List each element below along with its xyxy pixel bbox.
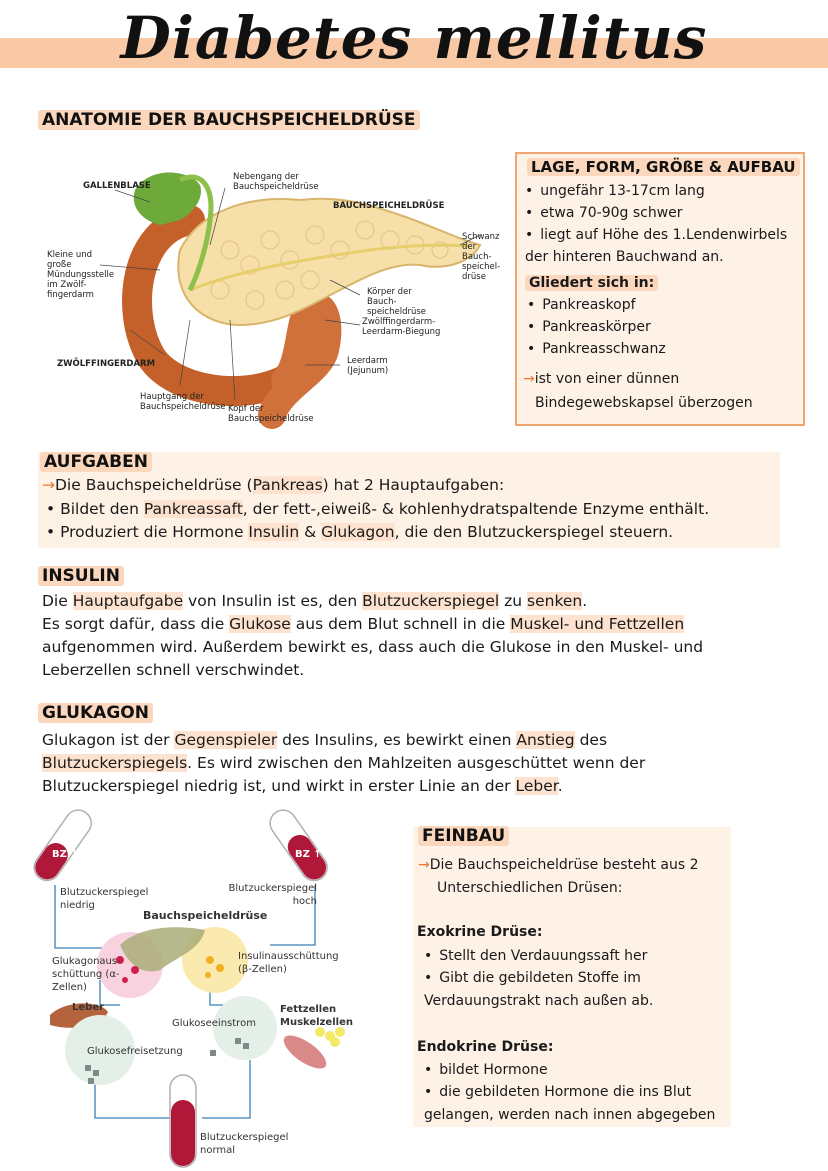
- label-normal: Blutzuckerspiegel normal: [200, 1132, 289, 1156]
- anatomy-heading: ANATOMIE DER BAUCHSPEICHELDRÜSE: [38, 110, 420, 130]
- endo-list: [424, 1059, 691, 1103]
- glukagon-heading: GLUKAGON: [38, 703, 153, 723]
- label-muskelzellen: Muskelzellen: [280, 1017, 353, 1028]
- feinbau-intro-2: Unterschiedlichen Drüsen:: [437, 880, 623, 896]
- parts-list: [527, 294, 803, 360]
- label-niedrig: Blutzuckerspiegel niedrig: [60, 887, 149, 911]
- exo-heading: Exokrine Drüse:: [417, 924, 543, 940]
- lage-list: [525, 180, 803, 246]
- label-gallenblase: GALLENBLASE: [83, 181, 151, 191]
- list-item: • ungefähr 13-17cm lang: [525, 180, 803, 202]
- bz-up-label: BZ ↑: [295, 849, 322, 860]
- feinbau-intro: →Die Bauchspeicheldrüse besteht aus 2: [418, 857, 699, 873]
- page-title: Diabetes mellitus: [120, 4, 708, 72]
- label-leerdarm: Leerdarm (Jejunum): [347, 356, 389, 376]
- arrow-icon: →: [418, 857, 430, 873]
- aufgaben-heading: AUFGABEN: [40, 452, 152, 472]
- endo-continuation: gelangen, werden nach innen abgegeben: [424, 1107, 716, 1123]
- gliedert-label: Gliedert sich in:: [525, 272, 803, 294]
- list-item: • liegt auf Höhe des 1.Lendenwirbels: [525, 224, 803, 246]
- glukagon-text: Glukagon ist der Gegenspieler des Insulins, es bewirkt einen Anstieg des Blutzuckerspiegels. Es wird zwischen den Mahlzeiten ausgeschüttet wenn der Blutzuckerspiegel niedrig ist, und wirkt in erster Linie an der Leber.: [42, 731, 646, 795]
- kapsel-note: →ist von einer dünnen: [523, 371, 680, 387]
- list-item: • Gibt die gebildeten Stoffe im: [424, 967, 647, 989]
- label-schwanz: Schwanz der Bauch-speichel-drüse: [462, 232, 501, 282]
- lage-continuation: der hinteren Bauchwand an.: [525, 249, 724, 265]
- lage-box: [515, 152, 805, 426]
- label-biegung: Zwölffingerdarm-Leerdarm-Biegung: [362, 317, 441, 337]
- test-tube-low: [30, 805, 96, 885]
- label-nebengang: Nebengang der Bauchspeicheldrüse: [233, 172, 319, 192]
- insulin-text: Die Hauptaufgabe von Insulin ist es, den Blutzuckerspiegel zu senken. Es sorgt dafür, dass die Glukose aus dem Blut schnell in die Muskel- und Fettzellen aufgenommen wird. Außerdem bewirkt es, dass auch die Glukose in den Muskel- und Leberzellen schnell verschwindet.: [42, 592, 704, 679]
- aufgaben-intro: →Die Bauchspeicheldrüse (Pankreas) hat 2 Hauptaufgaben:: [42, 476, 505, 494]
- insulin-heading: INSULIN: [38, 566, 124, 586]
- label-fettzellen: Fettzellen: [280, 1004, 337, 1015]
- label-muendung: Kleine und große Mündungsstelle im Zwölf-fingerdarm: [47, 250, 115, 300]
- exo-continuation: Verdauungstrakt nach außen ab.: [424, 993, 654, 1009]
- endo-heading: Endokrine Drüse:: [417, 1039, 554, 1055]
- feinbau-heading: FEINBAU: [418, 826, 509, 846]
- label-hauptgang: Hauptgang der Bauchspeicheldrüse: [140, 392, 226, 412]
- muscle-shape: [279, 1029, 331, 1074]
- list-item: • bildet Hormone: [424, 1059, 691, 1081]
- list-item: • Stellt den Verdauungssaft her: [424, 945, 647, 967]
- list-item: • Pankreasschwanz: [527, 338, 803, 360]
- kapsel-note-2: Bindegewebskapsel überzogen: [535, 395, 753, 411]
- label-insulinausschuettung: Insulinausschüttung (β-Zellen): [238, 951, 339, 975]
- label-glukosefreisetzung: Glukosefreisetzung: [87, 1046, 183, 1057]
- label-leber: Leber: [72, 1002, 105, 1013]
- lage-heading: LAGE, FORM, GRÖßE & AUFBAU: [527, 158, 803, 176]
- label-hoch: Blutzuckerspiegel hoch: [228, 883, 317, 907]
- test-tube-high: [265, 805, 332, 885]
- label-koerper: Körper der Bauch-speicheldrüse: [367, 287, 427, 317]
- exo-list: [424, 945, 647, 989]
- label-zwoelffingerdarm: ZWÖLFFINGERDARM: [57, 359, 156, 369]
- aufgaben-item-2: • Produziert die Hormone Insulin & Glukagon, die den Blutzuckerspiegel steuern.: [46, 523, 674, 541]
- list-item: • Pankreaskopf: [527, 294, 803, 316]
- label-glukagonausschuettung: Glukagonaus-schüttung (α-Zellen): [52, 956, 121, 993]
- jejunum-shape: [272, 306, 327, 415]
- test-tube-normal: [170, 1075, 196, 1167]
- label-glukoseeinstrom: Glukoseeinstrom: [172, 1018, 256, 1029]
- label-bauchspeicheldruese: BAUCHSPEICHELDRÜSE: [333, 201, 445, 211]
- list-item: • die gebildeten Hormone die ins Blut: [424, 1081, 691, 1103]
- label-bauchspeicheldruese-diagram: Bauchspeicheldrüse: [143, 909, 268, 922]
- list-item: • Pankreaskörper: [527, 316, 803, 338]
- label-kopf: Kopf der Bauchspeicheldrüse: [228, 404, 314, 424]
- aufgaben-item-1: • Bildet den Pankreassaft, der fett-,eiweiß- & kohlenhydratspaltende Enzyme enthält.: [46, 500, 710, 518]
- list-item: • etwa 70-90g schwer: [525, 202, 803, 224]
- bz-down-label: BZ ↓: [52, 849, 79, 860]
- arrow-icon: →: [42, 476, 55, 494]
- arrow-icon: →: [523, 371, 535, 387]
